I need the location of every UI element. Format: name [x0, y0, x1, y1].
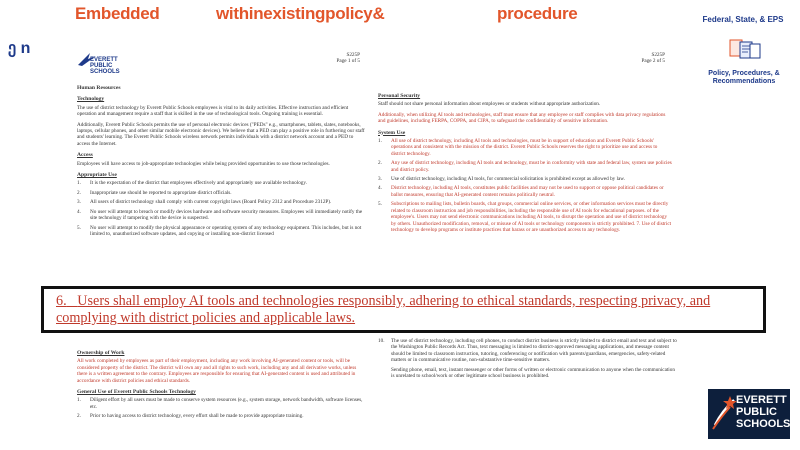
callout-statement: Users shall employ AI tools and technologies responsibly, adhering to ethical standards, respecting privacy, and complying with district policies and applicable laws. — [56, 293, 711, 326]
tech-heading: Technology — [77, 96, 105, 103]
brand-line2: PUBLIC — [736, 406, 777, 418]
headline-procedure: procedure — [497, 4, 578, 23]
ownership-heading: Ownership of Work — [77, 350, 125, 356]
corner-glyph: ე n — [8, 40, 31, 57]
callout-number: 6. — [56, 293, 67, 309]
list-item: 2. Any use of district technology, including AI tools and technology, must be in conformity with state and federal law, system use policies and district policy. — [378, 160, 672, 173]
callout-text — [56, 293, 756, 327]
highlight-callout — [41, 286, 766, 333]
list-item: 1. Diligent effort by all users must be made to conserve system resources (e.g., system storage, network bandwidth, software licenses, etc. — [77, 397, 363, 410]
security-heading: Personal Security — [378, 93, 421, 99]
list-item: 10. The use of district technology, including cell phones, to conduct district business is strictly limited to district email and text and subject to the Washington Public Records Act. Thus, text messaging is limited to district-approved messaging applications, and message content should be limited to classroom instruction, tutoring, conferencing or notification with parents/guardians, emergencies, safety-related matters or in communicative routine, non-substantive time-sensitive matters. — [378, 338, 677, 364]
badge-bottom-text: Policy, Procedures, & Recommendations — [708, 70, 780, 85]
left-dept: Human Resources — [77, 85, 121, 91]
policy-docs-icon — [726, 38, 764, 64]
list-item: 3. Use of district technology, including AI tools, for commercial solicitation is prohibited except as allowed by law. — [378, 176, 626, 183]
access-heading: Access — [77, 152, 93, 159]
list-item: 2. Inappropriate use should be reported to appropriate district officials. — [77, 189, 232, 196]
headline-embedded: Embedded — [75, 4, 160, 23]
badge-top-text: Federal, State, & EPS — [702, 15, 784, 24]
brand-line3: SCHOOLS — [736, 418, 791, 430]
left-document-page-lower: Ownership of Work All work completed by employees as part of their employment, including any work involving AI-generated content or tools, will be considered property of the district. The district will own any and all rights to such work, including any and all derivative works, unless there is a written agreement to the contrary. Employees are responsible for ensuring that AI-generated content is used and attributed in accordance with district policies and ethical standards. General Use of Everett Public Schools Technology 1. Diligent effort by all users must be made to conserve system resources (e.g., system storage, network bandwidth, software licenses, etc. 2. Prior to having access to district technology, every effort shall be made to provide appropriate training. — [77, 345, 367, 423]
system-use-heading: System Use — [378, 129, 406, 136]
list-item: 4. No user will attempt to breach or modify devices hardware and software security measures. Employees will immediately notify the site technology if tampering with the device is suspected. — [77, 208, 363, 222]
everett-public-schools-logo — [708, 389, 790, 439]
right-document-page-lower: 10. The use of district technology, including cell phones, to conduct district business is strictly limited to district email and text and subject to the Washington Public Records Act. Thus, text messaging is limited to district-approved messaging applications, and message content should be limited to classroom instruction, tutoring, conferencing or notification with parents/guardians, emergencies, safety-related matters or in communicative routine, non-substantive time-sensitive matters. Sending phone, email, text, instant messenger or other forms of written or electronic communication to anyone when the communication is unrelated to school/work or other legitimate school business is prohibited. — [378, 338, 677, 380]
right-document-page: Personal Security Staff should not share personal information about employees or students without appropriate authorization. Additionally, when utilizing AI tools and technologies, staff must ensure that any employee or staff complies with data privacy regulations and guidelines, including FERPA, COPPA, and CIPA, to safeguard the confidentiality of sensitive information. System Use 1. All use of district technology, including AI tools and technologies, must be in support of education and Everett Public Schools' operations and consistent with the mission of the district. Everett Public Schools reserves the right to prioritize use and access to district technology. 2. Any use of district technology, including AI tools and technology, must be in conformity with state and federal law, system use policies and district policy. 3. Use of district technology, including AI tools, for commercial solicitation is prohibited except as allowed by law. 4. District technology, including AI tools, constitutes public facilities and may not be used to support or oppose political candidates or ballot measures, ensuring that AI-generated content remains politically neutral. 5. Subscriptions to mailing lists, bulletin boards, chat groups, commercial online services, or other information services must be directly related to classroom instruction and job responsibilities, including the responsible use of AI tools for educational purposes. of the employee's. Users may not send electronic communications including AI tools, to disrupt the operation and use of district technology by others. Unauthorized modification, removal, or misuse of AI tools or technology components is strictly prohibited. 7. Use of district technology to develop programs or institute practices that harass or are unauthorized access to any technology. — [378, 93, 672, 233]
shooting-star-icon — [712, 395, 738, 431]
brand-line1: EVERETT — [736, 394, 787, 406]
list-item: 1. All use of district technology, including AI tools and technologies, must be in support of education and Everett Public Schools' operations and consistent with the mission of the district. Everett Public Schools reserves the right to prioritize use and access to district technology. — [378, 138, 658, 157]
list-item: 5. No user will attempt to modify the physical appearance or operating system of any technology equipment. This includes, but is not limited to, unauthorized software updates, and copying or installing non-district licensed — [77, 224, 362, 237]
use-heading: Appropriate Use — [77, 172, 117, 179]
list-item: 3. All users of district technology shall comply with current copyright laws (Board Policy 2312 and Procedure 2312P). — [77, 199, 332, 206]
list-item: 5. Subscriptions to mailing lists, bulletin boards, chat groups, commercial online services, or other information services must be directly related to classroom instruction and job responsibilities, including the responsible use of AI tools for educational purposes. of the employee's. Users may not send electronic communications including AI tools, to disrupt the operation and use of district technology by others. Unauthorized modification, removal, or misuse of AI tools or technology components is strictly prohibited. 7. Use of district technology to develop programs or institute practices that harass or are unauthorized access to any technology. — [378, 201, 672, 233]
left-document-page: Human Resources Technology The use of district technology by Everett Public Schools employees is vital to its daily activities. Effective instruction and efficient operation and management require a staff that is skilled in the use of technological tools. Ongoing training is essential. Additionally, Everett Public Schools permits the use of personal electronic devices ("PEDs" e.g., smartphones, tablets, slates, notebooks, laptops, cellular phones, and other similar mobile electronic devices). We believe that a PED can play a positive role in furthering our staff and students' learning. The Everett Public Schools wireless network permits individuals with a district network account and a PED to access the Internet. Access Employees will have access to job-appropriate technologies while being provided opportunities to use those technologies. Appropriate Use 1. It is the expectation of the district that employees effectively and appropriately use available technology. 2. Inappropriate use should be reported to appropriate district officials. 3. All users of district technology shall comply with current copyright laws (Board Policy 2312 and Procedure 2312P). 4. No user will attempt to breach or modify devices hardware and software security measures. Employees will immediately notify the site technology if tampering with the device is suspected. 5. No user will attempt to modify the physical appearance or operating system of any technology equipment. This includes, but is not limited to, unauthorized software updates, and copying or installing non-district licensed — [77, 80, 367, 240]
general-use-heading: General Use of Everett Public Schools Technology — [77, 389, 196, 396]
list-item: 4. District technology, including AI tools, constitutes public facilities and may not be used to support or oppose political candidates or ballot measures, ensuring that AI-generated content remains politically neutral. — [378, 185, 664, 198]
left-page-number: S225P Page 1 of 5 — [336, 52, 360, 64]
left-page-logo: EVERETT PUBLIC SCHOOLS — [90, 57, 120, 75]
right-page-number: S225P Page 2 of 5 — [641, 52, 665, 64]
headline-policy: withinexistingpolicy& — [216, 4, 385, 23]
list-item: 1. It is the expectation of the district that employees effectively and appropriately use available technology. — [77, 180, 307, 187]
list-item: 2. Prior to having access to district technology, every effort shall be made to provide appropriate training. — [77, 413, 304, 420]
